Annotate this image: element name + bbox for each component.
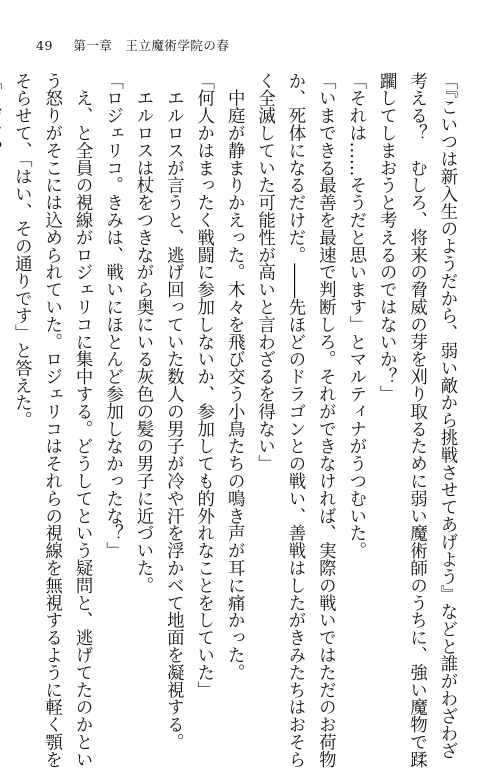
text-line: エルロスは杖をつきながら奥にいる灰色の髪の男子に近づいた。 xyxy=(132,72,153,594)
text-line: 考える？ むしろ、将来の脅威の芽を刈り取るために弱い魔術師のうちに、強い魔物で蹂 xyxy=(406,72,427,768)
text-line: か、死体になるだけだ。――先ほどのドラゴンとの戦い、善戦はしたがきみたちはおそら xyxy=(284,72,305,768)
text-line: 「いまできる最善を最速で判断しろ。それができなければ、実際の戦いではただのお荷物 xyxy=(315,72,336,768)
text-line: 「何人かはまったく戦闘に参加しないか、参加しても的外れなことをしていた」 xyxy=(193,72,214,699)
text-line: く全滅していた可能性が高いと言わざるを得ない」 xyxy=(254,72,275,473)
text-line: 躙してしまおうと考えるのではないか？」 xyxy=(376,72,397,403)
chapter-title: 第一章 王立魔術学院の春 xyxy=(73,38,230,53)
page-number: 49 xyxy=(36,38,53,53)
text-line: 中庭が静まりかえった。木々を飛び交う小鳥たちの鳴き声が耳に痛かった。 xyxy=(224,72,245,681)
text-line: う怒りがそこには込められていた。ロジェリコはそれらの視線を無視するように軽く顎を xyxy=(41,72,62,768)
text-line: エルロスが言うと、逃げ回っていた数人の男子が冷や汗を浮かべて地面を凝視する。 xyxy=(163,72,184,751)
text-line: そらせて、「はい、その通りです」と答えた。 xyxy=(11,72,32,429)
text-line: 「『こいつは新入生のようだから、弱い敵から挑戦させてあげよう』などと誰がわざわざ xyxy=(437,72,457,760)
text-line: 「ロジェリコ。きみは、戦いにほとんど参加しなかったな？」 xyxy=(102,72,123,560)
running-header xyxy=(36,36,229,54)
body-text xyxy=(11,72,462,768)
text-line: 「それは……そうだと思います」とマルティナがうつむいた。 xyxy=(345,72,366,560)
text-line: え、と全員の視線がロジェリコに集中する。どうしてという疑問と、逃げてたのかとい xyxy=(72,72,93,768)
